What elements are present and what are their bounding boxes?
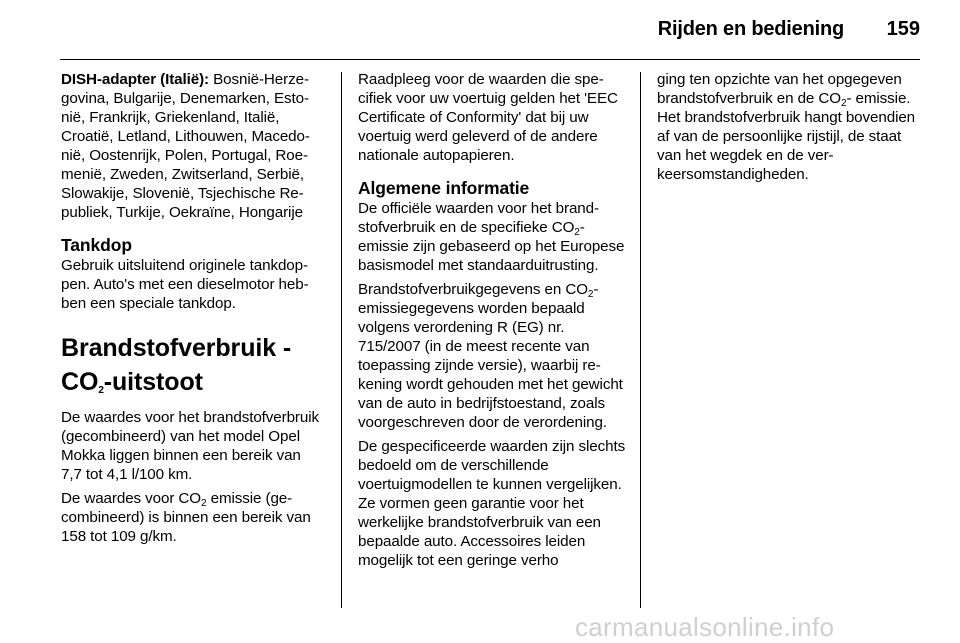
dish-adapter-label: DISH-adapter (Italië): — [61, 71, 210, 88]
subscript: 2 — [201, 498, 207, 509]
text-run: - emissie. Het brandstofverbruik hangt bovendien af van de persoonlijke rijstijl, de staat van het wegdek en de verkeersomstandigheden. — [657, 90, 916, 183]
brandstofverbruik-paragraph: De waardes voor het brandstofverbruik (gecombineerd) van het model Opel Mokka liggen binnen een bereik van 7,7 tot 4,1 l/100 km. — [61, 409, 319, 483]
text-run: -emissie zijn gebaseerd op het Europese basismodel met standaarduitrusting. — [358, 219, 625, 274]
tankdop-paragraph: Gebruik uitsluitend originele tankdoppen. Auto's met een dieselmotor hebben een speciale tankdop. — [61, 257, 309, 312]
subscript: 2 — [840, 98, 847, 109]
column-divider — [640, 72, 641, 608]
column-1 — [61, 70, 325, 551]
officiele-waarden-paragraph — [358, 199, 626, 275]
watermark: carmanualsonline.info — [575, 612, 835, 642]
dish-adapter-text: Bosnië-Herzegovina, Bulgarije, Denemarken, Estonië, Frankrijk, Griekenland, Italië, Croatië, Letland, Lithouwen, Macedonië, Oostenrijk, Polen, Portugal, Roemenië, Zweden, Zwitserland, Serbië, Slowakije, Slovenië, Tsjechische Republiek, Turkije, Oekraïne, Hongarije — [61, 71, 310, 221]
co2-emissie-paragraph — [61, 489, 325, 546]
tankdop-heading: Tankdop — [61, 235, 132, 255]
column-2 — [358, 70, 626, 575]
algemene-informatie-heading: Algemene informatie — [358, 178, 530, 198]
text-run: Brandstofverbruikgegevens en CO — [358, 281, 588, 298]
text-run: -emissiegegevens worden bepaald volgens verordening R (EG) nr. 715/2007 (in de meest recente van toepassing zijnde versie), waarbij rekening wordt gehouden met het gewicht van de auto in bedrijfstoestand, zoals voorgeschreven door de verordening. — [358, 281, 623, 431]
verhoging-paragraph — [657, 70, 927, 184]
header-title: Rijden en bediening — [657, 18, 844, 40]
verordening-paragraph — [358, 280, 626, 432]
brandstofverbruik-heading — [61, 331, 325, 399]
eec-certificate-paragraph: Raadpleeg voor de waarden die specifiek voor uw voertuig gelden het 'EEC Certificate of Conformity' dat bij uw voertuig werd geleverd of de andere nationale autopapieren. — [358, 71, 618, 164]
subscript: 2 — [574, 227, 580, 238]
text-run: De waardes voor CO — [61, 490, 202, 507]
column-3 — [657, 70, 927, 189]
heading-subscript: 2 — [98, 385, 104, 396]
text-run: ging ten opzichte van het opgegeven brandstofverbruik en de CO — [657, 71, 902, 107]
page-number: 159 — [886, 18, 920, 40]
text-run: De officiële waarden voor het brandstofverbruik en de specifieke CO — [358, 200, 600, 236]
heading-co: CO — [61, 368, 99, 396]
subscript: 2 — [587, 289, 594, 300]
dish-adapter-paragraph — [61, 70, 325, 222]
gespecificeerde-waarden-paragraph: De gespecificeerde waarden zijn slechts bedoeld om de verschillende voertuigmodellen te kunnen vergelijken. Ze vormen geen garantie voor het werkelijke brandstofverbruik van een bepaalde auto. Accessoires leiden mogelijk tot een geringe verho — [358, 438, 626, 569]
heading-uitstoot: -uitstoot — [103, 368, 203, 396]
column-divider — [341, 72, 342, 608]
heading-line-1: Brandstofverbruik - — [61, 334, 292, 362]
text-run: emissie (gecombineerd) is binnen een bereik van 158 tot 109 g/km. — [61, 490, 311, 545]
page-header — [60, 0, 920, 60]
